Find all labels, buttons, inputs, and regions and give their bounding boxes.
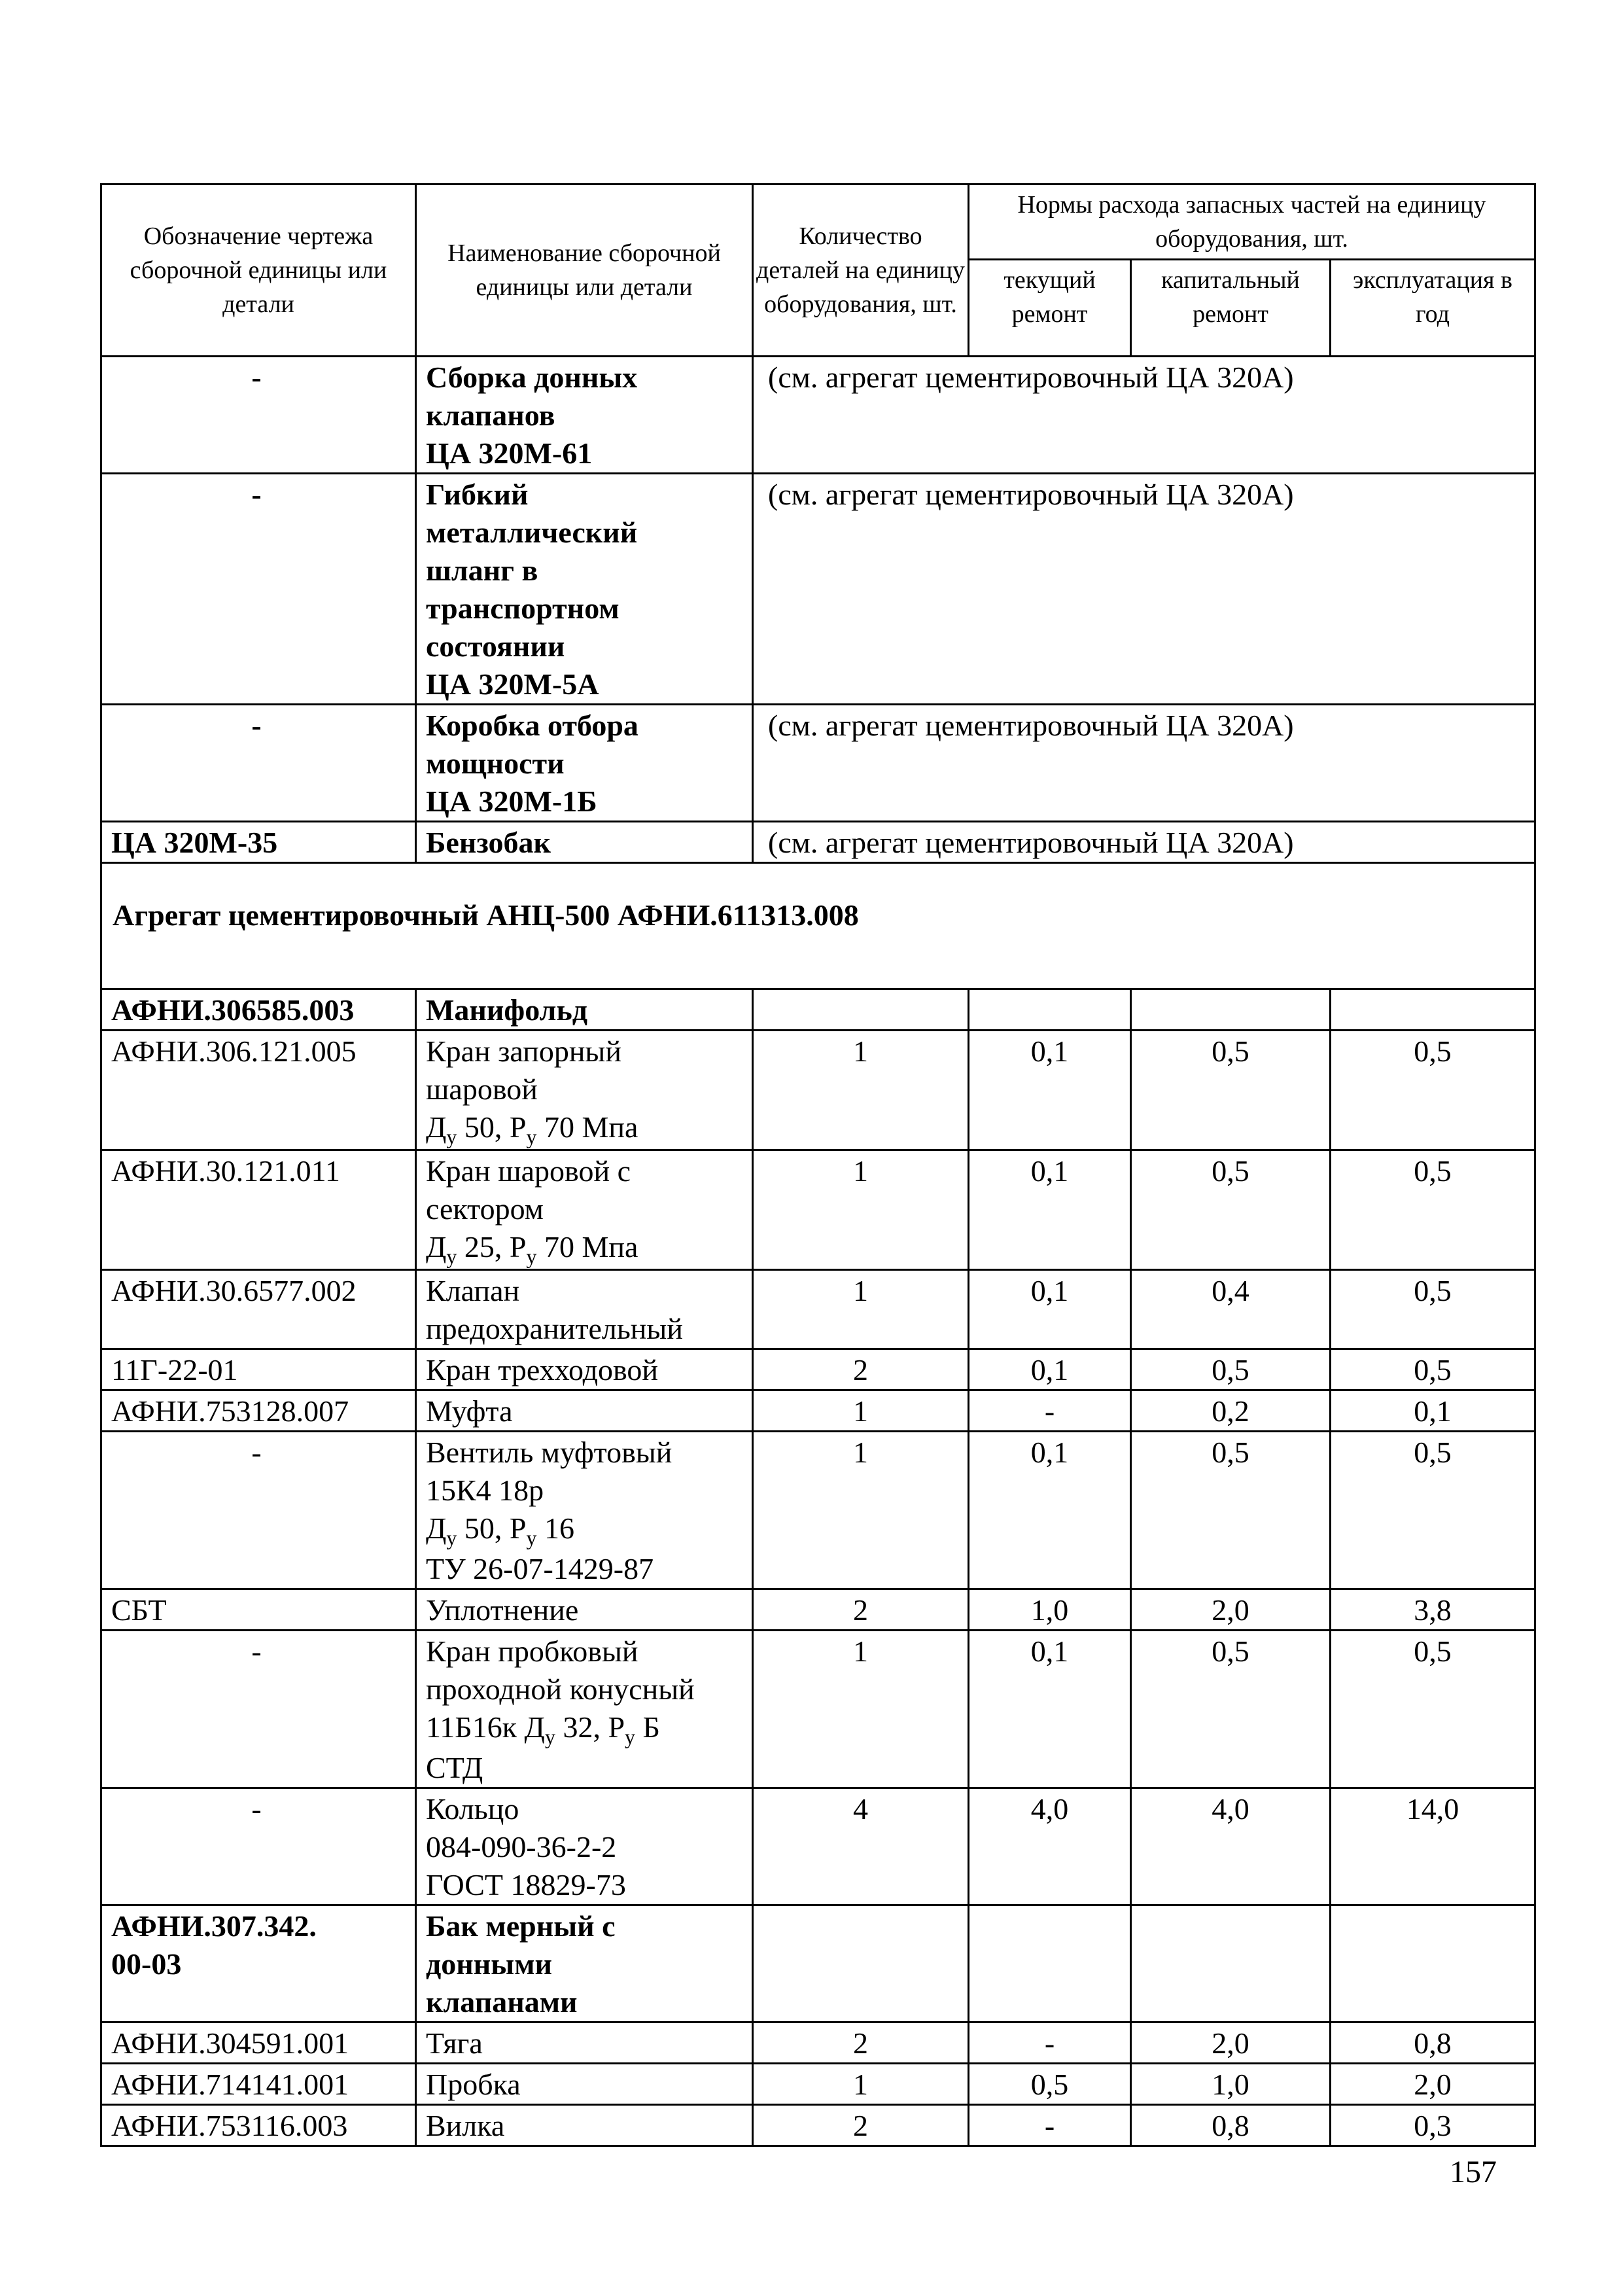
row-name: Вентиль муфтовый 15К4 18р $Д_у$ 50, $Р_у$ 16 ТУ 26-07-1429-87 bbox=[416, 1432, 753, 1589]
row-current bbox=[969, 989, 1131, 1031]
table-row bbox=[101, 1432, 1535, 1589]
row-operation bbox=[1331, 1905, 1535, 2022]
row-name: Бензобак bbox=[416, 822, 753, 863]
spare-parts-table bbox=[100, 183, 1536, 2147]
row-quantity bbox=[753, 989, 969, 1031]
row-operation: 2,0 bbox=[1331, 2064, 1535, 2105]
row-name: Бак мерный с донными клапанами bbox=[416, 1905, 753, 2022]
row-name: Клапан предохранительный bbox=[416, 1270, 753, 1349]
row-quantity: 2 bbox=[753, 1349, 969, 1390]
row-current: 0,1 bbox=[969, 1270, 1131, 1349]
row-quantity: 1 bbox=[753, 1390, 969, 1432]
row-current: - bbox=[969, 2022, 1131, 2064]
row-code: АФНИ.306.121.005 bbox=[101, 1031, 416, 1150]
row-capital: 0,5 bbox=[1131, 1349, 1331, 1390]
row-code: АФНИ.304591.001 bbox=[101, 2022, 416, 2064]
row-code: АФНИ.753128.007 bbox=[101, 1390, 416, 1432]
header-operation-per-year: эксплуатация в год bbox=[1331, 260, 1535, 357]
row-code: 11Г-22-01 bbox=[101, 1349, 416, 1390]
row-code: - bbox=[101, 1631, 416, 1788]
row-quantity: 1 bbox=[753, 1631, 969, 1788]
row-code: АФНИ.306585.003 bbox=[101, 989, 416, 1031]
row-capital: 2,0 bbox=[1131, 2022, 1331, 2064]
row-quantity: 1 bbox=[753, 1031, 969, 1150]
row-name: Коробка отбора мощности ЦА 320М-1Б bbox=[416, 705, 753, 822]
row-code: АФНИ.30.6577.002 bbox=[101, 1270, 416, 1349]
row-operation: 0,5 bbox=[1331, 1270, 1535, 1349]
row-capital: 0,2 bbox=[1131, 1390, 1331, 1432]
row-current: 0,1 bbox=[969, 1432, 1131, 1589]
row-name: Кольцо 084-090-36-2-2 ГОСТ 18829-73 bbox=[416, 1788, 753, 1905]
row-operation: 0,5 bbox=[1331, 1349, 1535, 1390]
row-name: Вилка bbox=[416, 2105, 753, 2146]
table-row bbox=[101, 1589, 1535, 1631]
row-current: 1,0 bbox=[969, 1589, 1131, 1631]
table-row bbox=[101, 1788, 1535, 1905]
section-title: Агрегат цементировочный АНЦ-500 АФНИ.611313.008 bbox=[101, 863, 1535, 989]
row-reference: (см. агрегат цементировочный ЦА 320А) bbox=[753, 705, 1535, 822]
table-row bbox=[101, 2064, 1535, 2105]
row-code: АФНИ.307.342. 00-03 bbox=[101, 1905, 416, 2022]
header-current-repair: текущий ремонт bbox=[969, 260, 1131, 357]
row-name: Пробка bbox=[416, 2064, 753, 2105]
row-name: Манифольд bbox=[416, 989, 753, 1031]
table-header-row-1 bbox=[101, 185, 1535, 260]
row-name: Тяга bbox=[416, 2022, 753, 2064]
row-code: АФНИ.753116.003 bbox=[101, 2105, 416, 2146]
row-quantity: 1 bbox=[753, 1150, 969, 1270]
header-item-name: Наименование сборочной единицы или детали bbox=[416, 185, 753, 357]
table-row bbox=[101, 1631, 1535, 1788]
row-code: - bbox=[101, 1432, 416, 1589]
row-current: - bbox=[969, 2105, 1131, 2146]
row-capital: 0,5 bbox=[1131, 1150, 1331, 1270]
table-row bbox=[101, 2105, 1535, 2146]
row-quantity: 1 bbox=[753, 1270, 969, 1349]
page-number: 157 bbox=[1450, 2155, 1497, 2189]
row-capital: 1,0 bbox=[1131, 2064, 1331, 2105]
row-current: 0,5 bbox=[969, 2064, 1131, 2105]
table-row bbox=[101, 822, 1535, 863]
row-name: Уплотнение bbox=[416, 1589, 753, 1631]
row-operation: 0,3 bbox=[1331, 2105, 1535, 2146]
table-row bbox=[101, 2022, 1535, 2064]
row-name: Муфта bbox=[416, 1390, 753, 1432]
table-row bbox=[101, 357, 1535, 474]
row-quantity: 2 bbox=[753, 1589, 969, 1631]
row-operation: 0,8 bbox=[1331, 2022, 1535, 2064]
header-quantity: Количество деталей на единицу оборудования, шт. bbox=[753, 185, 969, 357]
row-operation: 3,8 bbox=[1331, 1589, 1535, 1631]
table-row bbox=[101, 1905, 1535, 2022]
row-quantity: 2 bbox=[753, 2022, 969, 2064]
row-quantity: 1 bbox=[753, 1432, 969, 1589]
row-code: - bbox=[101, 474, 416, 705]
row-name: Кран трехходовой bbox=[416, 1349, 753, 1390]
row-capital: 0,4 bbox=[1131, 1270, 1331, 1349]
row-name: Кран запорный шаровой $Д_у$ 50, $Р_у$ 70 Мпа bbox=[416, 1031, 753, 1150]
row-reference: (см. агрегат цементировочный ЦА 320А) bbox=[753, 474, 1535, 705]
row-code: ЦА 320М-35 bbox=[101, 822, 416, 863]
row-quantity: 1 bbox=[753, 2064, 969, 2105]
row-code: - bbox=[101, 705, 416, 822]
row-operation: 0,5 bbox=[1331, 1150, 1535, 1270]
row-current: 0,1 bbox=[969, 1349, 1131, 1390]
row-current: 0,1 bbox=[969, 1631, 1131, 1788]
row-current bbox=[969, 1905, 1131, 2022]
table-row bbox=[101, 705, 1535, 822]
row-operation: 14,0 bbox=[1331, 1788, 1535, 1905]
table-row bbox=[101, 1150, 1535, 1270]
row-capital: 0,5 bbox=[1131, 1631, 1331, 1788]
row-capital bbox=[1131, 1905, 1331, 2022]
table-row bbox=[101, 1390, 1535, 1432]
row-quantity: 4 bbox=[753, 1788, 969, 1905]
row-operation: 0,1 bbox=[1331, 1390, 1535, 1432]
row-operation bbox=[1331, 989, 1535, 1031]
row-reference: (см. агрегат цементировочный ЦА 320А) bbox=[753, 822, 1535, 863]
row-name: Гибкий металлический шланг в транспортном состоянии ЦА 320М-5А bbox=[416, 474, 753, 705]
row-quantity bbox=[753, 1905, 969, 2022]
row-reference: (см. агрегат цементировочный ЦА 320А) bbox=[753, 357, 1535, 474]
header-norms-group: Нормы расхода запасных частей на единицу оборудования, шт. bbox=[969, 185, 1535, 260]
table-row bbox=[101, 989, 1535, 1031]
row-current: 4,0 bbox=[969, 1788, 1131, 1905]
row-code: АФНИ.714141.001 bbox=[101, 2064, 416, 2105]
row-capital: 4,0 bbox=[1131, 1788, 1331, 1905]
table-row bbox=[101, 474, 1535, 705]
row-code: СБТ bbox=[101, 1589, 416, 1631]
row-capital bbox=[1131, 989, 1331, 1031]
row-code: АФНИ.30.121.011 bbox=[101, 1150, 416, 1270]
header-drawing-designation: Обозначение чертежа сборочной единицы или детали bbox=[101, 185, 416, 357]
row-code: - bbox=[101, 357, 416, 474]
row-quantity: 2 bbox=[753, 2105, 969, 2146]
row-capital: 0,5 bbox=[1131, 1432, 1331, 1589]
row-name: Кран пробковый проходной конусный 11Б16к $Д_у$ 32, $Р_у$ Б СТД bbox=[416, 1631, 753, 1788]
row-code: - bbox=[101, 1788, 416, 1905]
row-current: 0,1 bbox=[969, 1031, 1131, 1150]
table-row bbox=[101, 1270, 1535, 1349]
header-capital-repair: капитальный ремонт bbox=[1131, 260, 1331, 357]
table-row bbox=[101, 1349, 1535, 1390]
row-name: Сборка донных клапанов ЦА 320М-61 bbox=[416, 357, 753, 474]
row-operation: 0,5 bbox=[1331, 1432, 1535, 1589]
row-name: Кран шаровой с сектором $Д_у$ 25, $Р_у$ 70 Мпа bbox=[416, 1150, 753, 1270]
row-operation: 0,5 bbox=[1331, 1031, 1535, 1150]
row-current: 0,1 bbox=[969, 1150, 1131, 1270]
section-title-row bbox=[101, 863, 1535, 989]
row-capital: 0,5 bbox=[1131, 1031, 1331, 1150]
row-operation: 0,5 bbox=[1331, 1631, 1535, 1788]
row-capital: 2,0 bbox=[1131, 1589, 1331, 1631]
table-row bbox=[101, 1031, 1535, 1150]
row-current: - bbox=[969, 1390, 1131, 1432]
row-capital: 0,8 bbox=[1131, 2105, 1331, 2146]
